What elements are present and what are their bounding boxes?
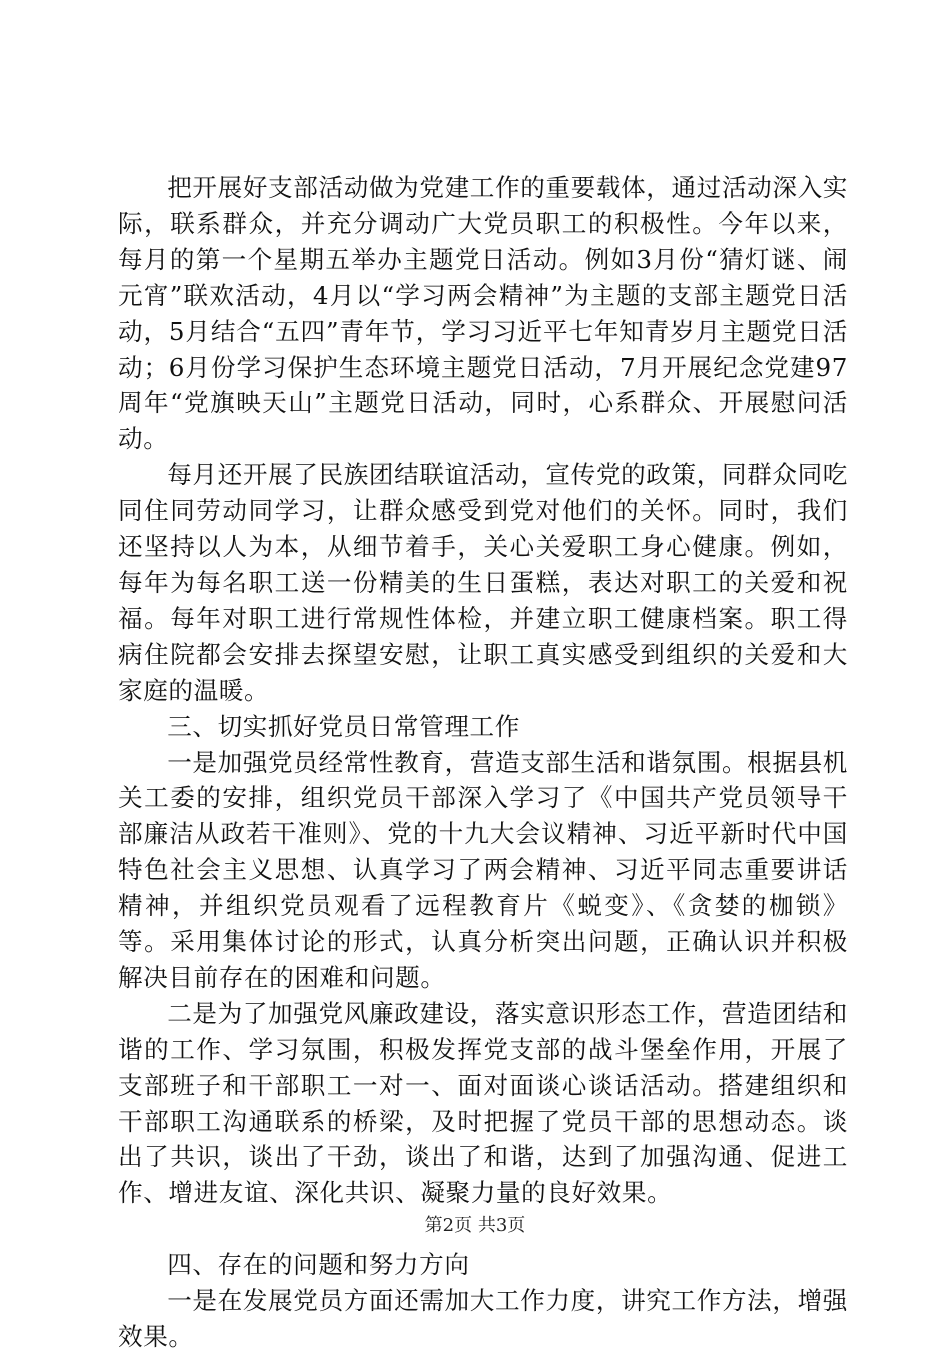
paragraph-care: 每月还开展了民族团结联谊活动，宣传党的政策，同群众同吃同住同劳动同学习，让群众感受到党对他们的关怀。同时，我们还坚持以人为本，从细节着手，关心关爱职工身心健康。例如，每年为每名职工送一份精美的生日蛋糕，表达对职工的关爱和祝福。每年对职工进行常规性体检，并建立职工健康档案。职工得病住院都会安排去探望安慰，让职工真实感受到组织的关爱和大家庭的温暖。: [118, 460, 848, 705]
paragraph-integrity: 二是为了加强党风廉政建设，落实意识形态工作，营造团结和谐的工作、学习氛围，积极发挥党支部的战斗堡垒作用，开展了支部班子和干部职工一对一、面对面谈心谈话活动。搭建组织和干部职工沟通联系的桥梁，及时把握了党员干部的思想动态。谈出了共识，谈出了干劲，谈出了和谐，达到了加强沟通、促进工作、增进友谊、深化共识、凝聚力量的良好效果。: [118, 998, 848, 1208]
paragraph-education: 一是加强党员经常性教育，营造支部生活和谐氛围。根据县机关工委的安排，组织党员干部深入学习了《中国共产党员领导干部廉洁从政若干准则》、党的十九大会议精神、习近平新时代中国特色社会主义思想、认真学习了两会精神、习近平同志重要讲话精神，并组织党员观看了远程教育片《蜕变》、《贪婪的枷锁》等。采用集体讨论的形式，认真分析突出问题，正确认识并积极解决目前存在的困难和问题。: [118, 747, 848, 992]
section-heading-problems: 四、存在的问题和努力方向: [167, 1250, 470, 1280]
section-heading-management: 三、切实抓好党员日常管理工作: [167, 711, 520, 741]
document-body: [118, 170, 848, 1355]
paragraph-problem-one: 一是在发展党员方面还需加大工作力度，讲究工作方法，增强效果。: [118, 1286, 848, 1352]
paragraph-activities: 把开展好支部活动做为党建工作的重要载体，通过活动深入实际，联系群众，并充分调动广大党员职工的积极性。今年以来，每月的第一个星期五举办主题党日活动。例如3月份“猜灯谜、闹元宵”联欢活动，4月以“学习两会精神”为主题的支部主题党日活动，5月结合“五四”青年节，学习习近平七年知青岁月主题党日活动；6月份学习保护生态环境主题党日活动，7月开展纪念党建97周年“党旗映天山”主题党日活动，同时，心系群众、开展慰问活动。: [118, 173, 848, 454]
page-footer: 第2页 共3页: [424, 1215, 526, 1236]
